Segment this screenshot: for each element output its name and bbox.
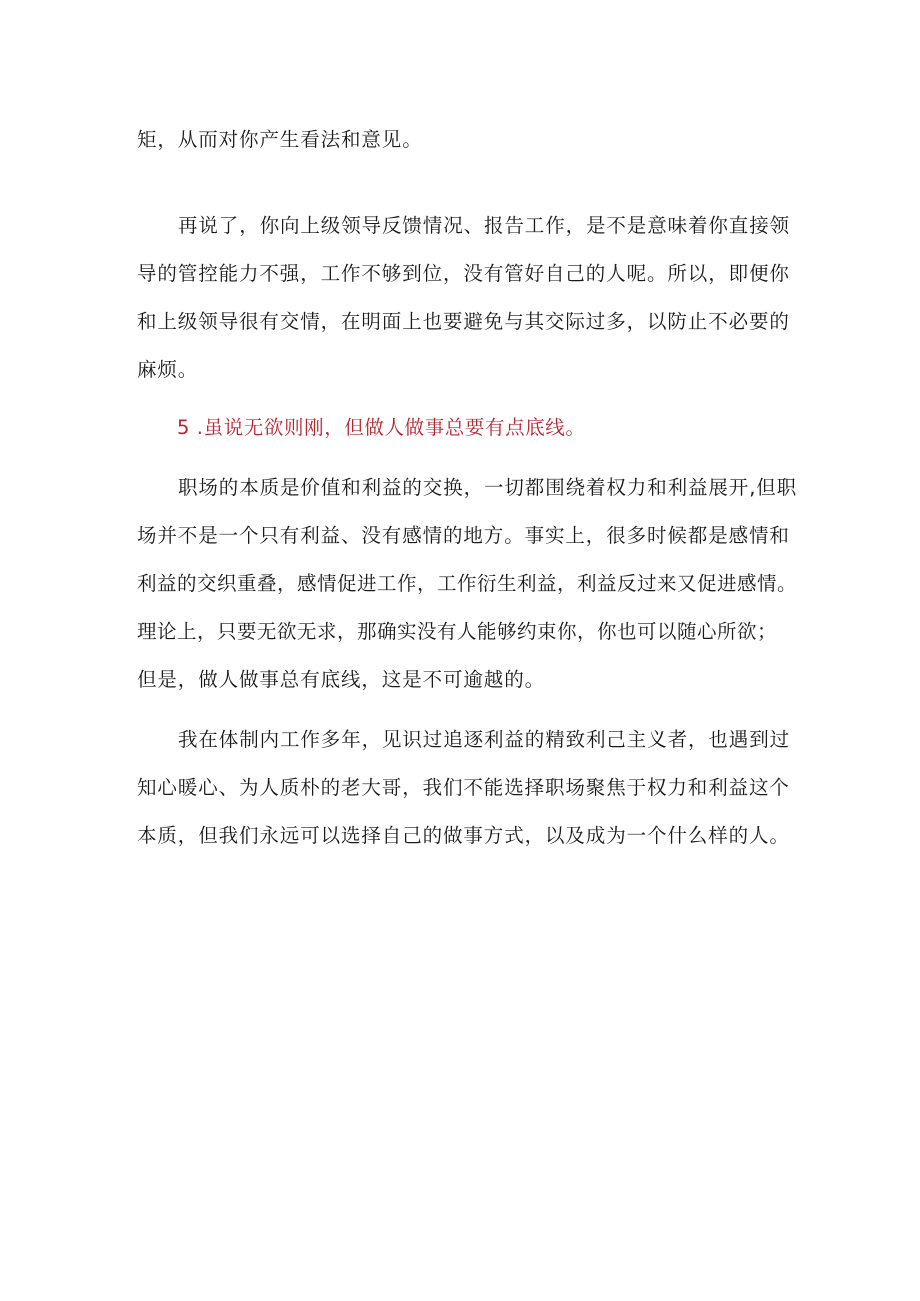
paragraph-line: 我在体制内工作多年，见识过追逐利益的精致利己主义者，也遇到过 — [178, 728, 791, 751]
paragraph-line: 矩，从而对你产生看法和意见。 — [137, 128, 423, 151]
paragraph-line: 但是，做人做事总有底线，这是不可逾越的。 — [137, 668, 546, 691]
paragraph-line: 知心暖心、为人质朴的老大哥，我们不能选择职场聚焦于权力和利益这个 — [137, 776, 790, 799]
paragraph-line: 职场的本质是价值和利益的交换，一切都围绕着权力和利益展开,但职 — [178, 476, 798, 499]
paragraph-line: 导的管控能力不强，工作不够到位，没有管好自己的人呢。所以，即便你 — [137, 262, 790, 285]
paragraph-line: 和上级领导很有交情，在明面上也要避免与其交际过多，以防止不必要的 — [137, 310, 790, 333]
section-heading: 5 .虽说无欲则刚，但做人做事总要有点底线。 — [177, 416, 586, 439]
paragraph-line: 再说了，你向上级领导反馈情况、报告工作，是不是意味着你直接领 — [178, 214, 791, 237]
paragraph-line: 利益的交织重叠，感情促进工作，工作衍生利益，利益反过来又促进感情。 — [137, 572, 798, 595]
paragraph-line: 本质，但我们永远可以选择自己的做事方式，以及成为一个什么样的人。 — [137, 824, 790, 847]
paragraph-line: 理论上，只要无欲无求，那确实没有人能够约束你，你也可以随心所欲； — [137, 620, 778, 643]
paragraph-line: 麻烦。 — [137, 358, 199, 381]
paragraph-line: 场并不是一个只有利益、没有感情的地方。事实上，很多时候都是感情和 — [137, 524, 790, 547]
